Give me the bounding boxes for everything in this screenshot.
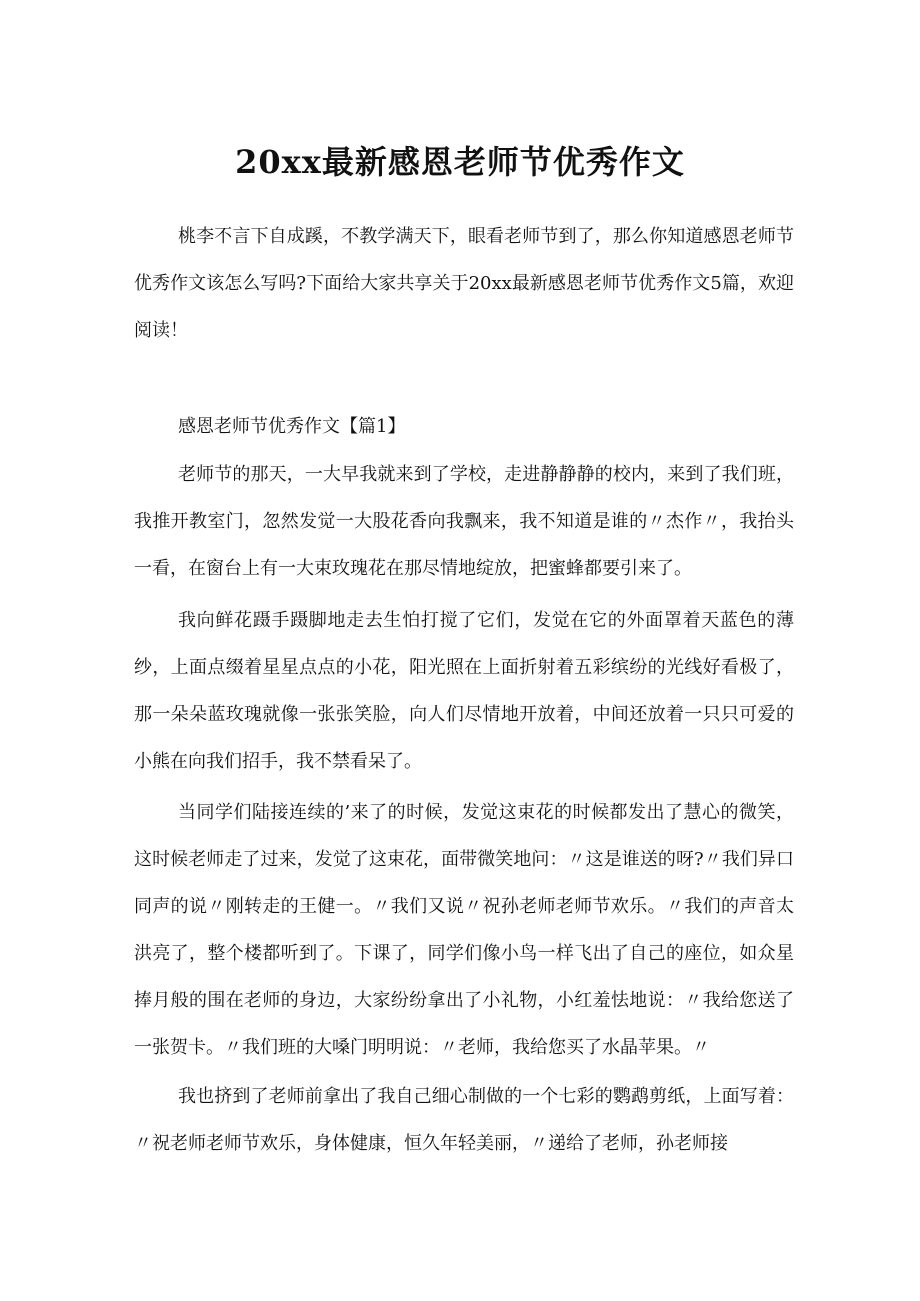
document-title: 20xx最新感恩老师节优秀作文 — [235, 143, 685, 181]
paragraph-3: 当同学们陆接连续的’来了的时候，发觉这束花的时候都发出了慧心的微笑，这时候老师走了过来，发觉了这束花，面带微笑地问：〃这是谁送的呀?〃我们异口同声的说〃刚转走的王健一。〃我们又说〃祝孙老师老师节欢乐。〃我们的声音太洪亮了，整个楼都听到了。下课了，同学们像小鸟一样飞出了自己的座位，如众星捧月般的围在老师的身边，大家纷纷拿出了小礼物，小红羞怯地说：〃我给您送了一张贺卡。〃我们班的大嗓门明明说：〃老师，我给您买了水晶苹果。〃 — [134, 802, 794, 1058]
intro-paragraph: 桃李不言下自成蹊，不教学满天下，眼看老师节到了，那么你知道感恩老师节优秀作文该怎么写吗?下面给大家共享关于20xx最新感恩老师节优秀作文5篇，欢迎阅读！ — [134, 226, 794, 341]
paragraph-1: 老师节的那天，一大早我就来到了学校，走进静静静的校内，来到了我们班，我推开教室门，忽然发觉一大股花香向我飘来，我不知道是谁的〃杰作〃，我抬头一看，在窗台上有一大束玫瑰花在那尽情地绽放，把蜜蜂都要引来了。 — [134, 464, 794, 579]
paragraph-4: 我也挤到了老师前拿出了我自己细心制做的一个七彩的鹦鹉剪纸，上面写着：〃祝老师老师节欢乐，身体健康，恒久年轻美丽，〃递给了老师，孙老师接 — [134, 1086, 794, 1154]
paragraph-2: 我向鲜花蹑手蹑脚地走去生怕打搅了它们，发觉在它的外面罩着天蓝色的薄纱，上面点缀着星星点点的小花，阳光照在上面折射着五彩缤纷的光线好看极了，那一朵朵蓝玫瑰就像一张张笑脸，向人们尽情地开放着，中间还放着一只只可爱的小熊在向我们招手，我不禁看呆了。 — [134, 610, 794, 772]
section-heading: 感恩老师节优秀作文【篇1】 — [178, 416, 406, 437]
